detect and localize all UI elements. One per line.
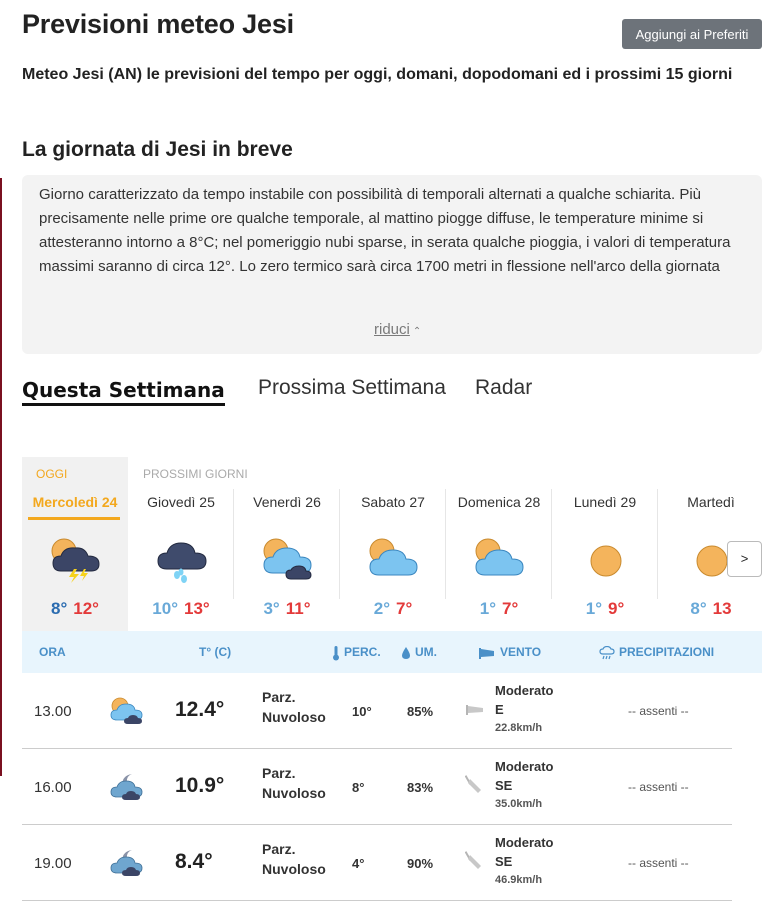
day-card[interactable] — [340, 487, 446, 632]
partly-cloudy-icon — [471, 535, 529, 583]
day-min-temp: 1° — [585, 599, 602, 618]
row-perceived: 10° — [352, 704, 372, 719]
partly-cloudy-icon — [365, 535, 423, 583]
day-card[interactable] — [552, 487, 658, 632]
day-min-temp: 8° — [51, 599, 68, 618]
row-wind-label: Moderato — [495, 683, 554, 698]
day-temps — [658, 599, 762, 619]
row-wind-label: Moderato — [495, 759, 554, 774]
tab-next-week[interactable]: Prossima Settimana — [258, 376, 446, 399]
today-underline — [28, 517, 120, 520]
partly-cloudy-icon — [108, 695, 146, 725]
row-wind-label: Moderato — [495, 835, 554, 850]
row-time: 16.00 — [34, 779, 72, 796]
day-name: Sabato 27 — [361, 494, 425, 510]
day-card-today[interactable] — [22, 487, 128, 632]
day-max-temp: 7° — [502, 599, 519, 618]
header-perceived — [332, 645, 381, 661]
wind-sock-icon — [478, 646, 496, 660]
row-wind-direction: E — [495, 702, 504, 717]
day-temps — [340, 599, 446, 619]
page-title: Previsioni meteo Jesi — [22, 9, 294, 39]
add-favorites-button[interactable]: Aggiungi ai Preferiti — [622, 19, 762, 49]
row-description-line2: Nuvoloso — [262, 861, 326, 877]
row-perceived: 4° — [352, 856, 365, 871]
partly-cloudy-icon — [259, 535, 317, 583]
day-card[interactable] — [128, 487, 234, 632]
page-edge-strip — [0, 178, 2, 776]
day-min-temp: 2° — [373, 599, 390, 618]
row-precipitation: -- assenti -- — [628, 704, 689, 718]
row-humidity: 85% — [407, 704, 434, 719]
rain-icon — [599, 646, 615, 660]
row-temp: 12.4° — [175, 698, 225, 721]
wind-direction-southeast-icon — [465, 774, 485, 796]
row-wind-speed: 46.9km/h — [495, 874, 543, 886]
collapse-label: riduci — [374, 321, 410, 338]
next-days-button[interactable]: > — [727, 541, 762, 577]
row-description-line1: Parz. — [262, 765, 296, 781]
day-max-temp: 13° — [184, 599, 210, 618]
row-description-line2: Nuvoloso — [262, 785, 326, 801]
day-max-temp: 11° — [285, 599, 311, 618]
tab-this-week[interactable]: Questa Settimana — [22, 378, 225, 406]
row-temp: 10.9° — [175, 774, 225, 797]
row-perceived: 8° — [352, 780, 365, 795]
rain-cloud-icon — [153, 535, 211, 583]
header-precipitation-label: PRECIPITAZIONI — [619, 645, 715, 659]
partly-cloudy-night-icon — [108, 771, 146, 801]
day-min-temp: 8° — [690, 599, 707, 618]
row-description — [262, 687, 342, 727]
header-humidity-label: UM. — [415, 645, 437, 659]
day-name: Venerdì 26 — [253, 494, 321, 510]
day-name: Martedì — [687, 494, 735, 510]
wind-direction-east-icon — [465, 698, 485, 720]
day-temps — [234, 599, 340, 619]
hourly-row — [22, 673, 732, 749]
day-min-temp: 10° — [152, 599, 178, 618]
row-wind-speed: 22.8km/h — [495, 722, 543, 734]
sun-icon — [577, 535, 635, 583]
day-name: Giovedì 25 — [147, 494, 215, 510]
day-card[interactable] — [234, 487, 340, 632]
header-temp: T° (C) — [199, 645, 232, 659]
day-max-temp: 9° — [608, 599, 625, 618]
row-wind — [495, 681, 554, 738]
row-time: 13.00 — [34, 703, 72, 720]
row-wind — [495, 757, 554, 814]
hourly-row — [22, 825, 732, 901]
next-days-label: PROSSIMI GIORNI — [143, 467, 248, 481]
row-wind-direction: SE — [495, 778, 513, 793]
summary-box — [22, 175, 762, 354]
thermometer-icon — [332, 645, 340, 661]
hourly-row — [22, 749, 732, 825]
summary-title: La giornata di Jesi in breve — [22, 138, 293, 161]
row-time: 19.00 — [34, 855, 72, 872]
header-wind — [478, 645, 541, 660]
row-humidity: 90% — [407, 856, 434, 871]
row-description-line1: Parz. — [262, 841, 296, 857]
day-name: Mercoledì 24 — [32, 494, 118, 510]
row-humidity: 83% — [407, 780, 434, 795]
row-description-line2: Nuvoloso — [262, 709, 326, 725]
row-precipitation: -- assenti -- — [628, 780, 689, 794]
tab-radar[interactable]: Radar — [475, 376, 533, 399]
row-wind-direction: SE — [495, 854, 513, 869]
day-max-temp: 12° — [73, 599, 99, 618]
header-perceived-label: PERC. — [344, 645, 381, 660]
row-precipitation: -- assenti -- — [628, 856, 689, 870]
day-min-temp: 1° — [479, 599, 496, 618]
header-precipitation — [599, 645, 714, 660]
day-min-temp: 3° — [263, 599, 280, 618]
row-description — [262, 763, 342, 803]
day-max-temp: 7° — [396, 599, 413, 618]
day-name: Lunedì 29 — [573, 494, 637, 510]
day-temps — [128, 599, 234, 619]
day-temps — [22, 599, 128, 619]
water-drop-icon — [401, 646, 411, 660]
today-label: OGGI — [36, 467, 68, 481]
hourly-table-header — [22, 631, 762, 673]
header-humidity — [401, 645, 437, 660]
day-card[interactable] — [446, 487, 552, 632]
partly-cloudy-night-icon — [108, 847, 146, 877]
thunderstorm-icon — [47, 535, 105, 583]
wind-direction-southeast-icon — [465, 850, 485, 872]
row-divider — [22, 900, 732, 901]
collapse-link[interactable] — [374, 321, 421, 338]
day-max-temp: 13 — [712, 599, 732, 618]
header-hour: ORA — [39, 645, 66, 659]
row-temp: 8.4° — [175, 850, 213, 873]
day-temps — [446, 599, 552, 619]
row-description — [262, 839, 342, 879]
row-wind — [495, 833, 554, 890]
days-strip — [22, 457, 762, 632]
day-temps — [552, 599, 658, 619]
row-description-line1: Parz. — [262, 689, 296, 705]
page-subtitle: Meteo Jesi (AN) le previsioni del tempo per oggi, domani, dopodomani ed i prossimi 15 giorni — [22, 66, 733, 83]
chevron-up-icon: ⌃ — [412, 326, 422, 337]
row-wind-speed: 35.0km/h — [495, 798, 543, 810]
day-name: Domenica 28 — [457, 494, 541, 510]
summary-text: Giorno caratterizzato da tempo instabile con possibilità di temporali alternati a qualche schiarita. Più precisamente nelle prime ore qualche temporale, al mattino piogge diffuse, le temperature minime si attesteranno intorno a 8°C; nel pomeriggio nubi sparse, in serata qualche pioggia, i valori di temperatura massimi saranno di circa 12°. Lo zero termico sarà circa 1700 metri in flessione nell'arco della giornata — [39, 186, 731, 275]
header-wind-label: VENTO — [500, 645, 542, 659]
